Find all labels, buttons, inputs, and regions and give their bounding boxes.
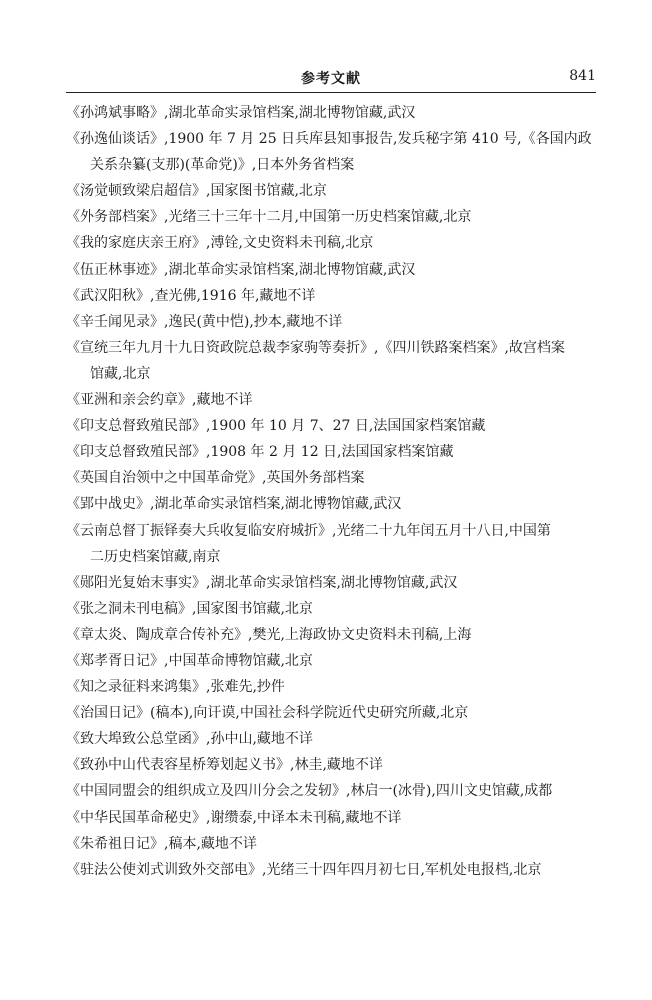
reference-entry: 《宣统三年九月十九日资政院总裁李家驹等奏折》,《四川铁路案档案》,故宫档案 [66,339,565,356]
reference-entry: 《郑孝胥日记》,中国革命博物馆藏,北京 [66,652,313,669]
reference-entry: 《印支总督致殖民部》,1900 年 10 月 7、27 日,法国国家档案馆藏 [66,418,486,435]
reference-entry: 《孙逸仙谈话》,1900 年 7 月 25 日兵库县知事报告,发兵秘字第 410 号,《各国内政 [66,131,592,148]
page-number: 841 [569,68,596,84]
reference-entry: 《亚洲和亲会约章》,藏地不详 [66,392,253,409]
reference-entry: 《外务部档案》,光绪三十三年十二月,中国第一历史档案馆藏,北京 [66,209,472,226]
running-title: 参考文献 [301,71,361,87]
reference-entry: 《汤觉顿致梁启超信》,国家图书馆藏,北京 [66,183,327,200]
reference-entry: 《武汉阳秋》,查光佛,1916 年,藏地不详 [66,287,316,304]
reference-entry: 《张之洞未刊电稿》,国家图书馆藏,北京 [66,600,313,617]
reference-entry: 《云南总督丁振铎奏大兵收复临安府城折》,光绪二十九年闰五月十八日,中国第 [66,522,551,539]
reference-entry: 《致孙中山代表容星桥筹划起义书》,林圭,藏地不详 [66,757,383,774]
reference-entry-continuation: 关系杂纂(支那)(革命党)》,日本外务省档案 [90,157,355,174]
reference-entry-continuation: 二历史档案馆藏,南京 [90,548,221,565]
reference-entry: 《印支总督致殖民部》,1908 年 2 月 12 日,法国国家档案馆藏 [66,444,454,461]
reference-entry: 《孙鸿斌事略》,湖北革命实录馆档案,湖北博物馆藏,武汉 [66,105,416,121]
reference-entry: 《中华民国革命秘史》,谢缵泰,中译本未刊稿,藏地不详 [66,809,402,826]
reference-entry: 《中国同盟会的组织成立及四川分会之发轫》,林启一(冰骨),四川文史馆藏,成都 [66,783,553,800]
reference-entry: 《郢中战史》,湖北革命实录馆档案,湖北博物馆藏,武汉 [66,496,402,513]
reference-entry: 《我的家庭庆亲王府》,溥铨,文史资料未刊稿,北京 [66,235,374,252]
reference-entry: 《致大埠致公总堂函》,孙中山,藏地不详 [66,731,313,748]
reference-entry: 《英国自治领中之中国革命党》,英国外务部档案 [66,470,365,487]
reference-entry: 《伍正林事迹》,湖北革命实录馆档案,湖北博物馆藏,武汉 [66,261,416,278]
reference-entry-continuation: 馆藏,北京 [90,365,151,382]
reference-entry: 《章太炎、陶成章合传补充》,樊光,上海政协文史资料未刊稿,上海 [66,626,472,643]
reference-entry: 《治国日记》(稿本),向讦谟,中国社会科学院近代史研究所藏,北京 [66,705,469,722]
reference-list [66,100,596,883]
reference-entry: 《朱希祖日记》,稿本,藏地不详 [66,835,257,852]
reference-entry: 《驻法公使刘式训致外交部电》,光绪三十四年四月初七日,军机处电报档,北京 [66,861,542,878]
reference-entry: 《辛壬闻见录》,逸民(黄中恺),抄本,藏地不详 [66,313,343,330]
reference-entry: 《知之录征料来鸿集》,张难先,抄件 [66,679,285,696]
page-header [66,66,596,93]
reference-entry: 《郧阳光复始末事实》,湖北革命实录馆档案,湖北博物馆藏,武汉 [66,574,458,591]
